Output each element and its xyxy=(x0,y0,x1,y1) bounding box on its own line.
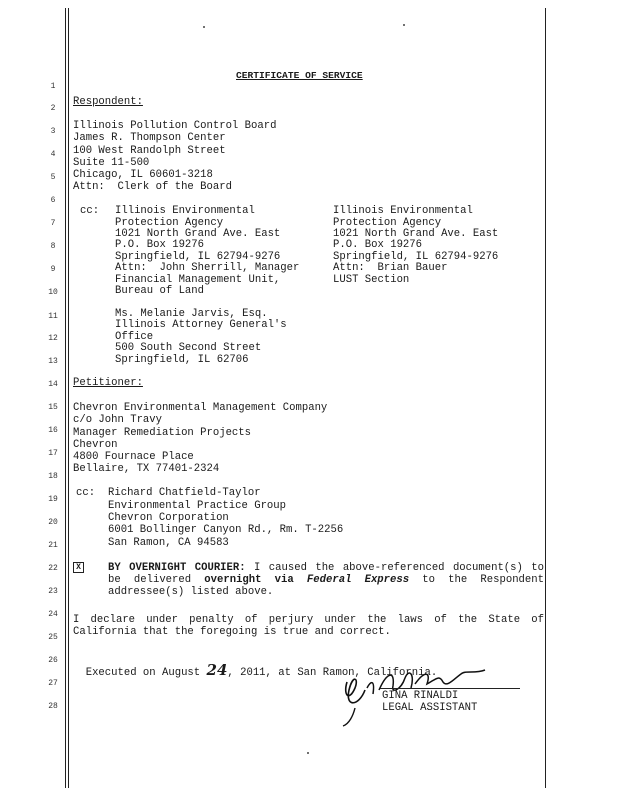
executed-day: 24 xyxy=(206,661,228,679)
line-number: 17 xyxy=(48,449,58,458)
address-line: P.O. Box 19276 xyxy=(333,239,423,251)
address-line: Richard Chatfield-Taylor xyxy=(108,487,261,499)
respondent-heading: Respondent: xyxy=(73,96,143,108)
signer-title: LEGAL ASSISTANT xyxy=(382,702,478,714)
address-line: Springfield, IL 62706 xyxy=(115,354,249,366)
address-line: Attn: John Sherrill, Manager xyxy=(115,262,300,274)
line-number: 27 xyxy=(48,679,58,688)
line-number: 20 xyxy=(48,518,58,527)
address-line: 500 South Second Street xyxy=(115,342,262,354)
page-title: CERTIFICATE OF SERVICE xyxy=(236,70,363,81)
line-number: 10 xyxy=(48,288,58,297)
line-number: 21 xyxy=(48,541,58,550)
line-number: 26 xyxy=(48,656,58,665)
address-line: Suite 11-500 xyxy=(73,157,150,169)
petitioner-heading: Petitioner: xyxy=(73,377,143,389)
line-number: 15 xyxy=(48,403,58,412)
address-line: Manager Remediation Projects xyxy=(73,427,252,439)
address-line: 6001 Bollinger Canyon Rd., Rm. T-2256 xyxy=(108,524,344,536)
cc-label: cc: xyxy=(80,205,100,217)
scan-speck xyxy=(307,752,309,754)
line-number: 22 xyxy=(48,564,58,573)
declaration-paragraph: I declare under penalty of perjury under the laws of the State of California that the foregoing is true and correct. xyxy=(73,614,544,638)
courier-text: I caused the above-referenced document(s) to be delivered xyxy=(108,562,544,586)
address-line: P.O. Box 19276 xyxy=(115,239,205,251)
line-number: 2 xyxy=(50,104,56,113)
cc-label: cc: xyxy=(76,487,96,499)
courier-text-end: to the Respondent addressee(s) listed above. xyxy=(108,574,544,598)
line-number: 4 xyxy=(50,150,56,159)
line-number: 6 xyxy=(50,196,56,205)
address-line: 4800 Fournace Place xyxy=(73,451,194,463)
line-number: 1 xyxy=(50,82,56,91)
line-number: 23 xyxy=(48,587,58,596)
address-line: James R. Thompson Center xyxy=(73,132,226,144)
line-number: 13 xyxy=(48,357,58,366)
line-number: 3 xyxy=(50,127,56,136)
address-line: Chevron xyxy=(73,439,118,451)
address-line: Environmental Practice Group xyxy=(108,500,287,512)
line-number: 7 xyxy=(50,219,56,228)
margin-rule-left-inner xyxy=(68,8,69,788)
address-line: Illinois Environmental xyxy=(333,205,473,217)
address-line: LUST Section xyxy=(333,274,410,286)
courier-carrier: Federal Express xyxy=(306,574,410,586)
overnight-courier-checkbox: X xyxy=(73,562,84,573)
line-number: 5 xyxy=(50,173,56,182)
signature-line xyxy=(380,688,520,689)
address-line: Financial Management Unit, xyxy=(115,274,281,286)
address-line: Springfield, IL 62794-9276 xyxy=(115,251,281,263)
scan-speck xyxy=(203,26,205,28)
address-line: Illinois Pollution Control Board xyxy=(73,120,277,132)
address-line: Ms. Melanie Jarvis, Esq. xyxy=(115,308,268,320)
address-line: San Ramon, CA 94583 xyxy=(108,537,229,549)
address-line: Attn: Brian Bauer xyxy=(333,262,448,274)
margin-rule-right xyxy=(545,8,546,788)
address-line: Bellaire, TX 77401-2324 xyxy=(73,463,220,475)
line-number: 16 xyxy=(48,426,58,435)
line-number: 14 xyxy=(48,380,58,389)
address-line: Protection Agency xyxy=(115,217,224,229)
scan-speck xyxy=(403,24,405,26)
address-line: Protection Agency xyxy=(333,217,442,229)
line-number: 9 xyxy=(50,265,56,274)
courier-bold-text: overnight via xyxy=(204,574,307,586)
courier-label: BY OVERNIGHT COURIER: xyxy=(108,562,246,574)
address-line: Chicago, IL 60601-3218 xyxy=(73,169,213,181)
line-number: 18 xyxy=(48,472,58,481)
margin-rule-left-outer xyxy=(65,8,66,788)
address-line: Illinois Attorney General's xyxy=(115,319,287,331)
address-line: 1021 North Grand Ave. East xyxy=(115,228,281,240)
line-number: 25 xyxy=(48,633,58,642)
address-line: Bureau of Land xyxy=(115,285,205,297)
line-number: 19 xyxy=(48,495,58,504)
executed-suffix: , 2011, at San Ramon, California. xyxy=(227,667,438,679)
line-number: 11 xyxy=(48,312,58,321)
address-line: 1021 North Grand Ave. East xyxy=(333,228,499,240)
address-line: Chevron Environmental Management Company xyxy=(73,402,328,414)
line-number: 8 xyxy=(50,242,56,251)
line-number: 28 xyxy=(48,702,58,711)
address-line: Chevron Corporation xyxy=(108,512,229,524)
address-line: Office xyxy=(115,331,154,343)
courier-paragraph xyxy=(108,562,544,598)
address-line: Attn: Clerk of the Board xyxy=(73,181,232,193)
line-number: 12 xyxy=(48,334,58,343)
address-line: Illinois Environmental xyxy=(115,205,255,217)
line-number: 24 xyxy=(48,610,58,619)
address-line: c/o John Travy xyxy=(73,414,163,426)
executed-prefix: Executed on August xyxy=(85,667,201,679)
address-line: Springfield, IL 62794-9276 xyxy=(333,251,499,263)
signer-name: GINA RINALDI xyxy=(382,690,459,702)
address-line: 100 West Randolph Street xyxy=(73,145,226,157)
